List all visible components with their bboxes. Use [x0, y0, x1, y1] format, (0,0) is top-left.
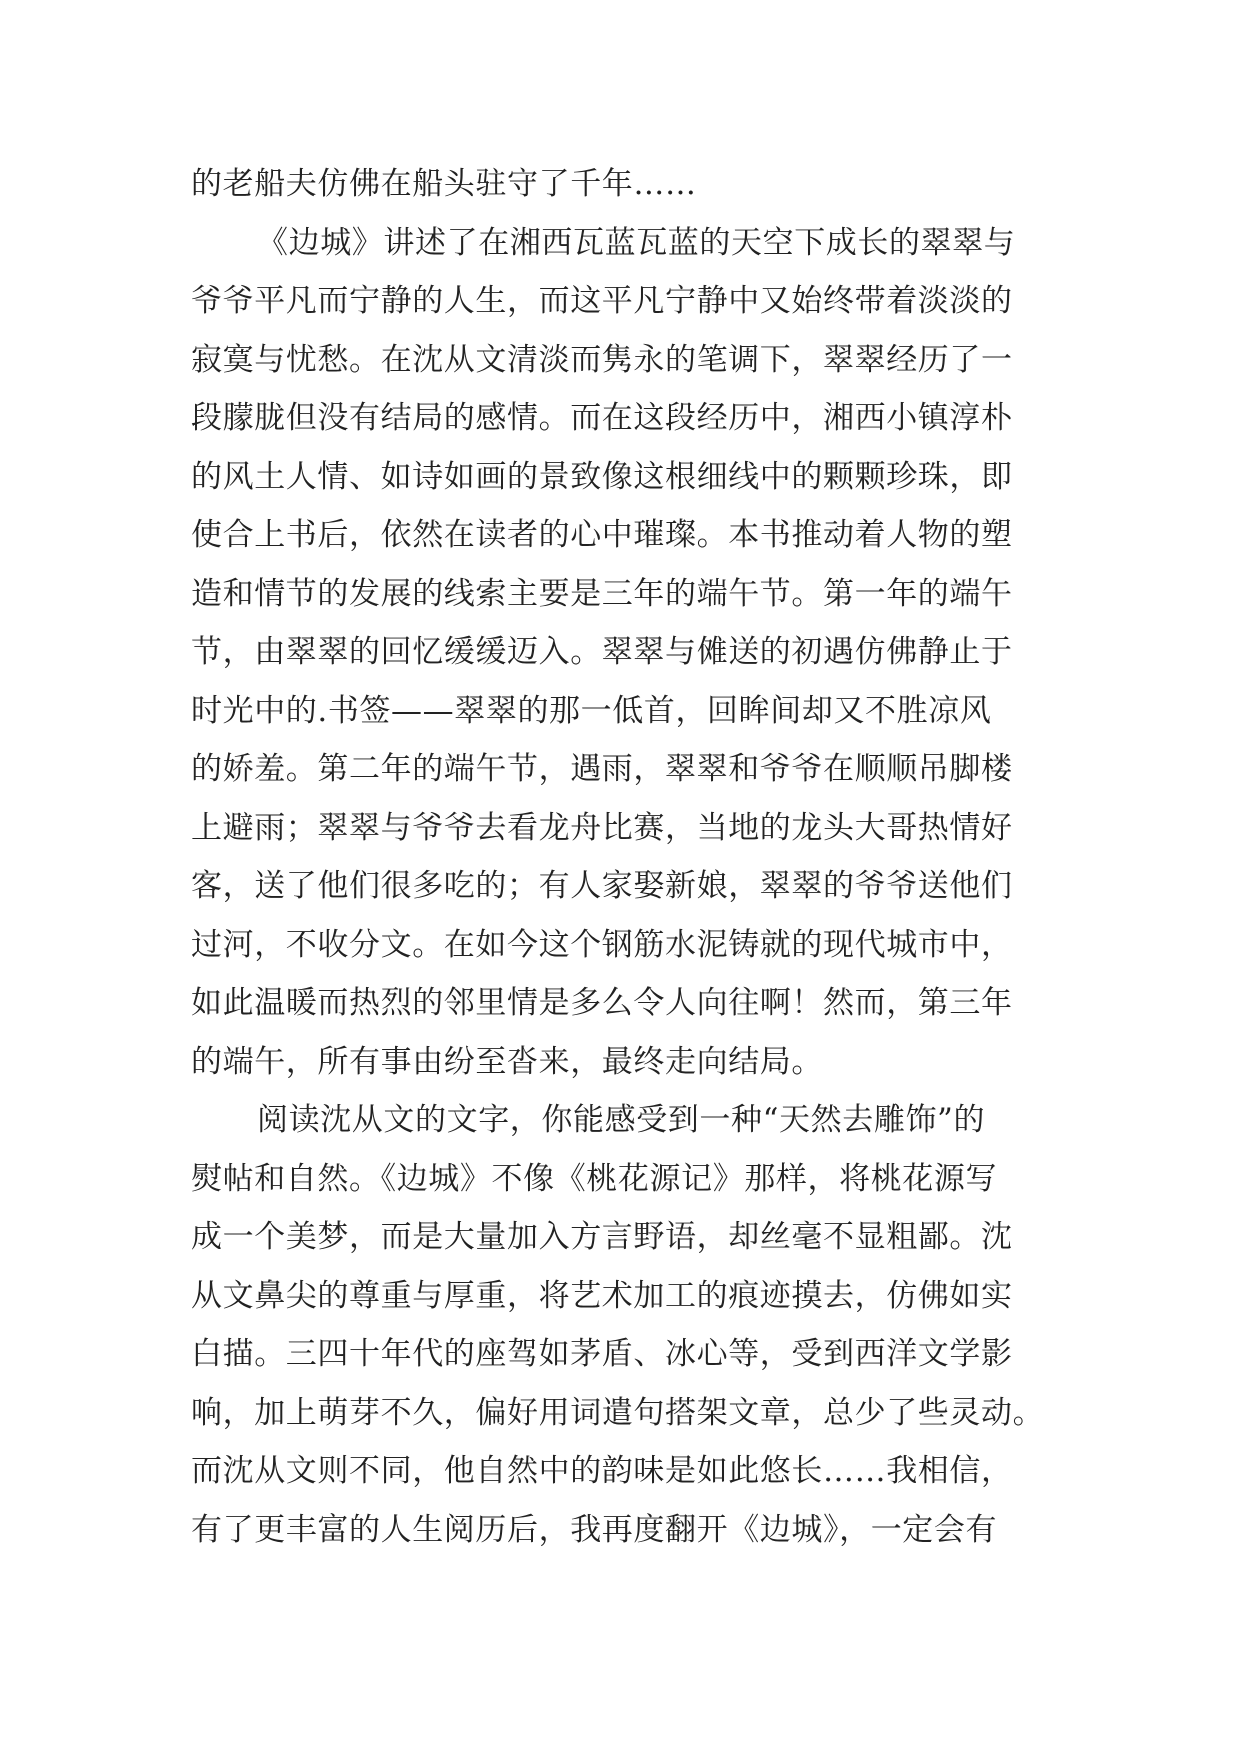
text-line: 爷爷平凡而宁静的人生，而这平凡宁静中又始终带着淡淡的 [191, 283, 1013, 319]
text-line: 的老船夫仿佛在船头驻守了千年…… [191, 166, 697, 202]
text-line: 客，送了他们很多吃的；有人家娶新娘，翠翠的爷爷送他们 [191, 868, 1013, 904]
text-line: 过河，不收分文。在如今这个钢筋水泥铸就的现代城市中， [191, 926, 1013, 963]
text-line: 响，加上萌芽不久，偏好用词遣句搭架文章，总少了些灵动。 [191, 1394, 1045, 1431]
text-line: 上避雨；翠翠与爷爷去看龙舟比赛，当地的龙头大哥热情好 [191, 809, 1013, 846]
text-line: 熨帖和自然。《边城》不像《桃花源记》那样，将桃花源写 [191, 1160, 998, 1197]
text-line: 的娇羞。第二年的端午节，遇雨，翠翠和爷爷在顺顺吊脚楼 [191, 751, 1013, 787]
text-line: 的端午，所有事由纷至沓来，最终走向结局。 [191, 1043, 823, 1080]
text-line: 有了更丰富的人生阅历后，我再度翻开《边城》，一定会有 [191, 1511, 998, 1548]
text-line: 成一个美梦，而是大量加入方言野语，却丝毫不显粗鄙。沈 [191, 1219, 1013, 1255]
text-line: 白描。三四十年代的座驾如茅盾、冰心等，受到西洋文学影 [191, 1336, 1013, 1372]
text-line: 从文鼻尖的尊重与厚重，将艺术加工的痕迹摸去，仿佛如实 [191, 1277, 1013, 1314]
text-line: 如此温暖而热烈的邻里情是多么令人向往啊！然而，第三年 [191, 985, 1013, 1021]
text-line: 的风土人情、如诗如画的景致像这根细线中的颗颗珍珠，即 [191, 458, 1013, 495]
text-line: 而沈从文则不同，他自然中的韵味是如此悠长……我相信， [191, 1453, 1013, 1489]
paragraph-start-line: 阅读沈从文的文字，你能感受到一种“天然去雕饰”的 [257, 1102, 986, 1138]
paragraph-start-line: 《边城》讲述了在湘西瓦蓝瓦蓝的天空下成长的翠翠与 [257, 224, 1016, 261]
text-line: 造和情节的发展的线索主要是三年的端午节。第一年的端午 [191, 575, 1013, 612]
body-text [191, 155, 1061, 1559]
text-line: 寂寞与忧愁。在沈从文清淡而隽永的笔调下，翠翠经历了一 [191, 341, 1013, 378]
text-line: 段朦胧但没有结局的感情。而在这段经历中，湘西小镇淳朴 [191, 400, 1013, 436]
text-line: 时光中的.书签——翠翠的那一低首，回眸间却又不胜凉风 [191, 692, 992, 729]
text-line: 使合上书后，依然在读者的心中璀璨。本书推动着人物的塑 [191, 517, 1013, 553]
text-line: 节，由翠翠的回忆缓缓迈入。翠翠与傩送的初遇仿佛静止于 [191, 634, 1013, 670]
